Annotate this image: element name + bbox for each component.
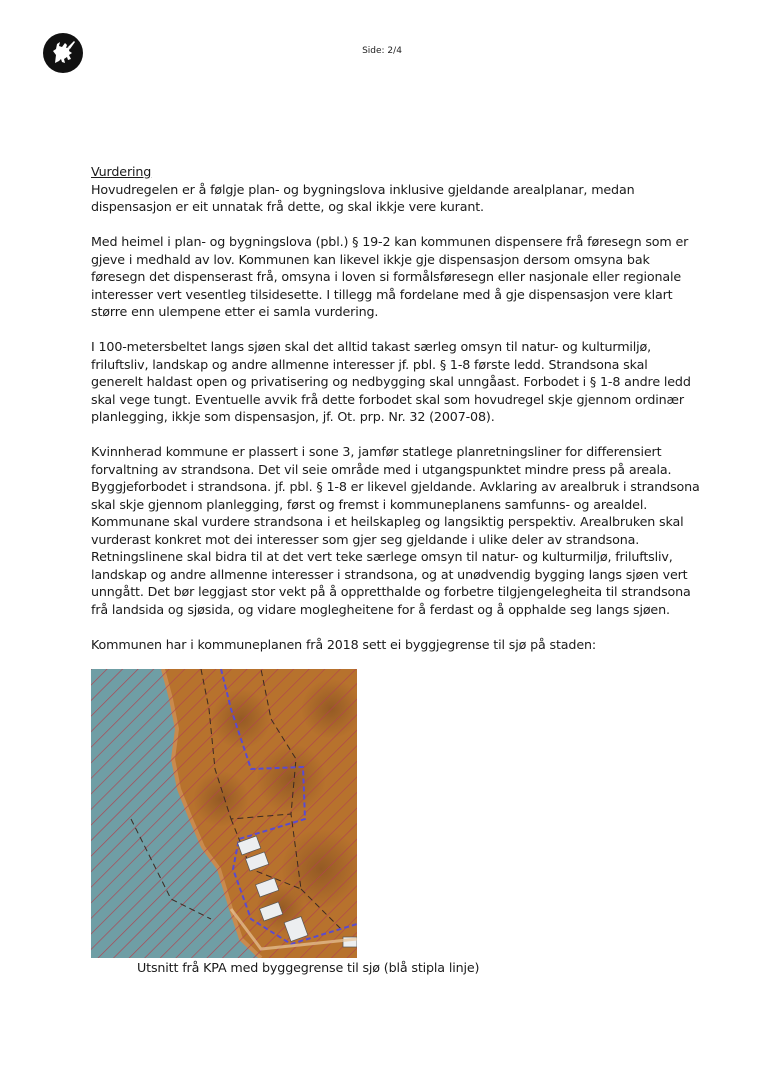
figure-caption: Utsnitt frå KPA med byggegrense til sjø (blå stipla linje) [137,960,480,975]
map-excerpt [91,669,357,958]
page-number: Side: 2/4 [362,46,402,56]
zoning-map-image [91,669,357,958]
hatched-zone [91,669,357,958]
paragraph: Hovudregelen er å følgje plan- og bygningslova inklusive gjeldande arealplanar, medan dispensasjon er eit unnatak frå dette, og skal ikkje vere kurant. [91,181,635,214]
paragraph: Kvinnherad kommune er plassert i sone 3, jamfør statlege planretningsliner for differensiert forvaltning av strandsona. Det vil seie område med i utgangspunktet mindre press på areala. Byggjeforbodet i strandsona. jf. pbl. § 1-8 er likevel gjeldande. Avklaring av arealbruk i strandsona skal skje gjennom planlegging, først og fremst i kommuneplanens samfunns- og arealdel. Kommunane skal vurdere strandsona i et heilskapleg og langsiktig perspektiv. Arealbruken skal vurderast konkret mot dei interesser som gjer seg gjeldande i ulike deler av strandsona. Retningslinene skal bidra til at det vert teke særlege omsyn til natur- og kulturmiljø, friluftsliv, landskap og andre allmenne interesser i strandsona, og at unødvendig bygging langs sjøen vert unngått. Det bør leggjast stor vekt på å oppretthalde og forbetre tilgjengelegheita til strandsona frå landsida og sjøsida, og vidare moglegheitene for å ferdast og å opphalde seg langs sjøen. [91,444,700,617]
paragraph: I 100-metersbeltet langs sjøen skal det alltid takast særleg omsyn til natur- og kulturmiljø, friluftsliv, landskap og andre allmenne interesser jf. pbl. § 1-8 første ledd. Strandsona skal generelt haldast open og privatisering og nedbygging skal unngåast. Forbodet i § 1-8 andre ledd skal vege tungt. Eventuelle avvik frå dette forbodet skal som hovudregel skje gjennom ordinær planlegging, ikkje som dispensasjon, jf. Ot. prp. Nr. 32 (2007-08). [91,339,691,424]
section-heading: Vurdering [91,164,152,179]
document-body [91,163,703,671]
paragraph: Med heimel i plan- og bygningslova (pbl.) § 19-2 kan kommunen dispensere frå føresegn som er gjeve i medhald av lov. Kommunen kan likevel ikkje gje dispensasjon dersom omsyna bak føresegn det dispenserast frå, omsyna i loven si formålsføresegn eller nasjonale eller regionale interesser vert vesentleg tilsidesette. I tillegg må fordelane med å gje dispensasjon vere klart større enn ulempene etter ei samla vurdering. [91,234,689,319]
paragraph: Kommunen har i kommuneplanen frå 2018 sett ei byggjegrense til sjø på staden: [91,636,596,652]
